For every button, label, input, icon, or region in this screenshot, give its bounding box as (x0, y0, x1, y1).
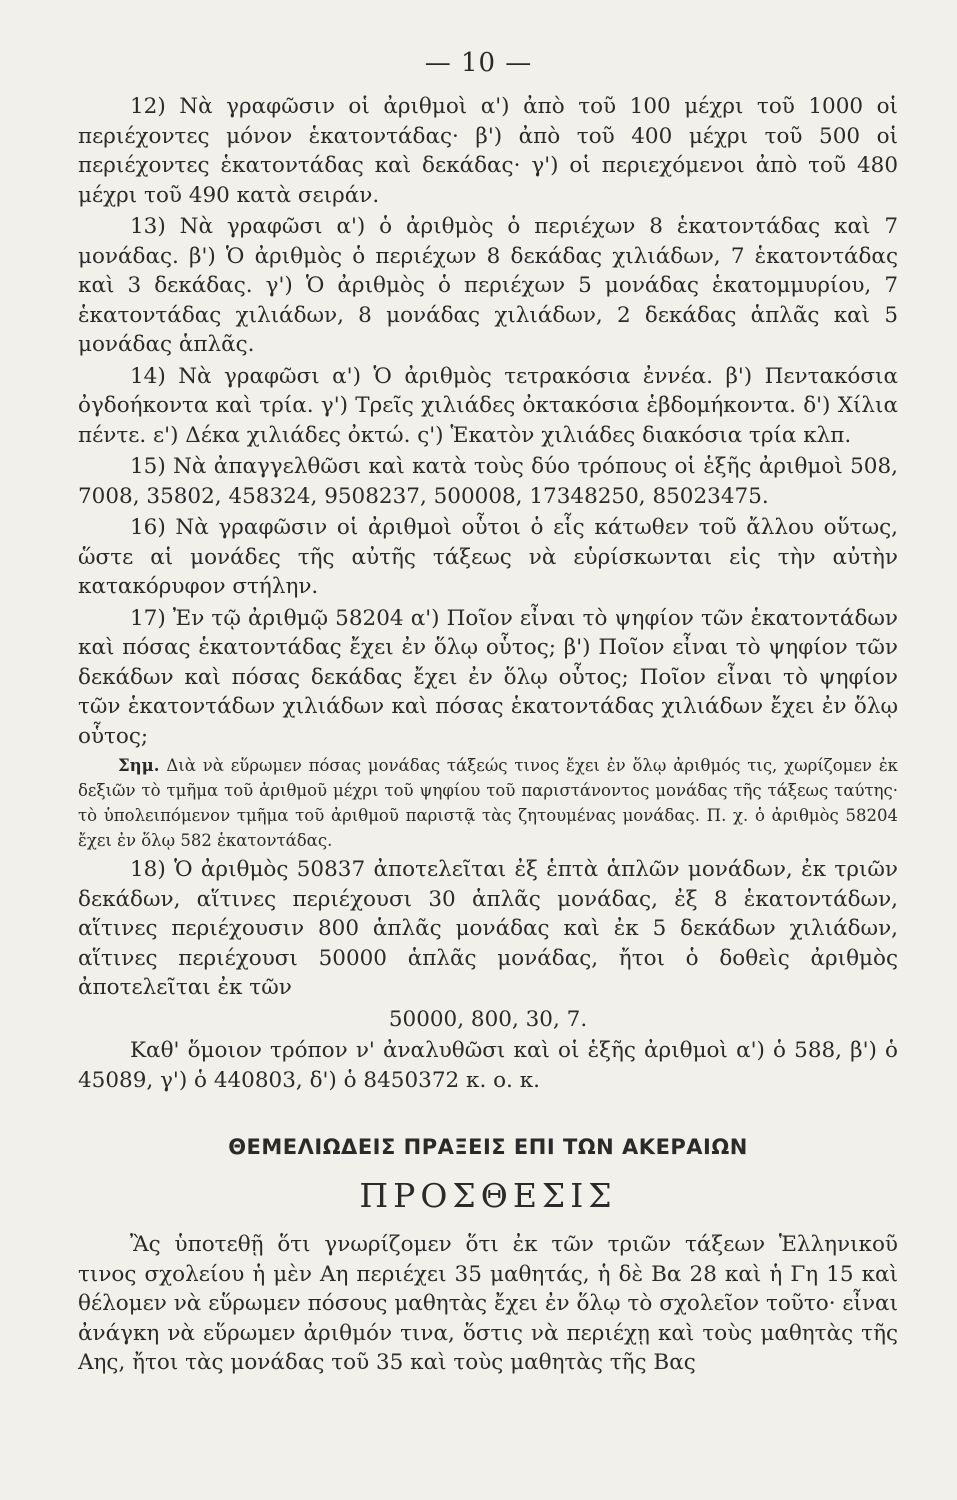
page-body (78, 92, 898, 1380)
exercise-18-sum: 50000, 800, 30, 7. (388, 1006, 588, 1032)
exercise-18: 18) Ὁ ἀριθμὸς 50837 ἀποτελεῖται ἐξ ἑπτὰ ἁπλῶν μονάδων, ἐκ τριῶν δεκάδων, αἵτινες περιέχουσι 30 ἁπλᾶς μονάδας, ἐξ 8 ἑκατοντάδων, αἵτινες περιέχουσιν 800 ἁπλᾶς μονάδας καὶ ἐκ 5 δεκάδων χιλιάδων, αἵτινες περιέχουσι 50000 ἁπλᾶς μονάδας, ἤτοι ὁ δοθεὶς ἀριθμὸς ἀποτελεῖται ἐκ τῶν (78, 857, 898, 1000)
exercise-15: 15) Νὰ ἀπαγγελθῶσι καὶ κατὰ τοὺς δύο τρόπους οἱ ἑξῆς ἀριθμοὶ 508, 7008, 35802, 458324, 9508237, 500008, 17348250, 85023475. (78, 454, 898, 509)
exercise-12: 12) Νὰ γραφῶσιν οἱ ἀριθμοὶ α') ἀπὸ τοῦ 100 μέχρι τοῦ 1000 οἱ περιέχοντες μόνον ἑκατοντάδας· β') ἀπὸ τοῦ 400 μέχρι τοῦ 500 οἱ περιέχοντες ἑκατοντάδας καὶ δεκάδας· γ') οἱ περιεχόμενοι ἀπὸ τοῦ 480 μέχρι τοῦ 490 κατὰ σειράν. (78, 94, 898, 208)
exercise-16: 16) Νὰ γραφῶσιν οἱ ἀριθμοὶ οὗτοι ὁ εἷς κάτωθεν τοῦ ἄλλου οὕτως, ὥστε αἱ μονάδες τῆς αὐτῆς τάξεως νὰ εὑρίσκωνται εἰς τὴν αὐτὴν κατακόρυφον στήλην. (78, 515, 898, 599)
page-number: — 10 — (424, 48, 533, 78)
note-paragraph (78, 753, 898, 853)
addition-intro-paragraph: Ἂς ὑποτεθῇ ὅτι γνωρίζομεν ὅτι ἐκ τῶν τριῶν τάξεων Ἑλληνικοῦ τινος σχολείου ἡ μὲν Αη περιέχει 35 μαθητάς, ἡ δὲ Βα 28 καὶ ἡ Γη 15 καὶ θέλομεν νὰ εὕρωμεν πόσους μαθητὰς ἔχει ἐν ὅλῳ τὸ σχολεῖον τοῦτο· εἶναι ἀνάγκη νὰ εὕρωμεν ἀριθμόν τινα, ὅστις νὰ περιέχῃ καὶ τοὺς μαθητὰς τῆς Αης, ἤτοι τὰς μονάδας τοῦ 35 καὶ τοὺς μαθητὰς τῆς Βας (78, 1232, 898, 1375)
exercise-13: 13) Νὰ γραφῶσι α') ὁ ἀριθμὸς ὁ περιέχων 8 ἑκατοντάδας καὶ 7 μονάδας. β') Ὁ ἀριθμὸς ὁ περιέχων 8 δεκάδας χιλιάδων, 7 ἑκατοντάδας καὶ 3 δεκάδας. γ') Ὁ ἀριθμὸς ὁ περιέχων 5 μονάδας ἑκατομμυρίου, 7 ἑκατοντάδας χιλιάδων, 8 μονάδας χιλιάδων, 2 δεκάδας ἁπλᾶς καὶ 5 μονάδας ἁπλᾶς. (78, 214, 898, 357)
exercise-19: Καθ' ὅμοιον τρόπον ν' ἀναλυθῶσι καὶ οἱ ἑξῆς ἀριθμοὶ α') ὁ 588, β') ὁ 45089, γ') ὁ 440803, δ') ὁ 8450372 κ. ο. κ. (78, 1038, 898, 1093)
exercise-17: 17) Ἐν τῷ ἀριθμῷ 58204 α') Ποῖον εἶναι τὸ ψηφίον τῶν ἑκατοντάδων καὶ πόσας ἑκατοντάδας ἔχει ἐν ὅλῳ οὗτος; β') Ποῖον εἶναι τὸ ψηφίον τῶν δεκάδων καὶ πόσας δεκάδας ἔχει ἐν ὅλῳ οὗτος; Ποῖον εἶναι τὸ ψηφίον τῶν ἑκατοντάδων χιλιάδων καὶ πόσας ἑκατοντάδας χιλιάδων ἔχει ἐν ὅλῳ οὗτος; (78, 605, 898, 749)
chapter-heading: ΠΡΟΣΘΕΣΙΣ (359, 1175, 617, 1215)
exercise-14: 14) Νὰ γραφῶσι α') Ὁ ἀριθμὸς τετρακόσια ἐννέα. β') Πεντακόσια ὀγδοήκοντα καὶ τρία. γ') Τρεῖς χιλιάδες ὀκτακόσια ἑβδομήκοντα. δ') Χίλια πέντε. ε') Δέκα χιλιάδες ὀκτώ. ς') Ἑκατὸν χιλιάδες διακόσια τρία κλπ. (78, 363, 898, 448)
section-heading: ΘΕΜΕΛΙΩΔΕΙΣ ΠΡΑΞΕΙΣ ΕΠΙ ΤΩΝ ΑΚΕΡΑΙΩΝ (228, 1135, 748, 1159)
note-text: Διὰ νὰ εὕρωμεν πόσας μονάδας τάξεώς τινος ἔχει ἐν ὅλῳ ἀριθμός τις, χωρίζομεν ἐκ δεξιῶν τὸ τμῆμα τοῦ ἀριθμοῦ μέχρι τοῦ ψηφίου τοῦ παριστάνοντος μονάδας τῆς τάξεως ταύτης· τὸ ὑπολειπόμενον τμῆμα τοῦ ἀριθμοῦ παριστᾷ τὰς ζητουμένας μονάδας. Π. χ. ὁ ἀριθμὸς 58204 ἔχει ἐν ὅλῳ 582 ἑκατοντάδας. (78, 756, 898, 850)
note-label: Σημ. (118, 756, 160, 775)
